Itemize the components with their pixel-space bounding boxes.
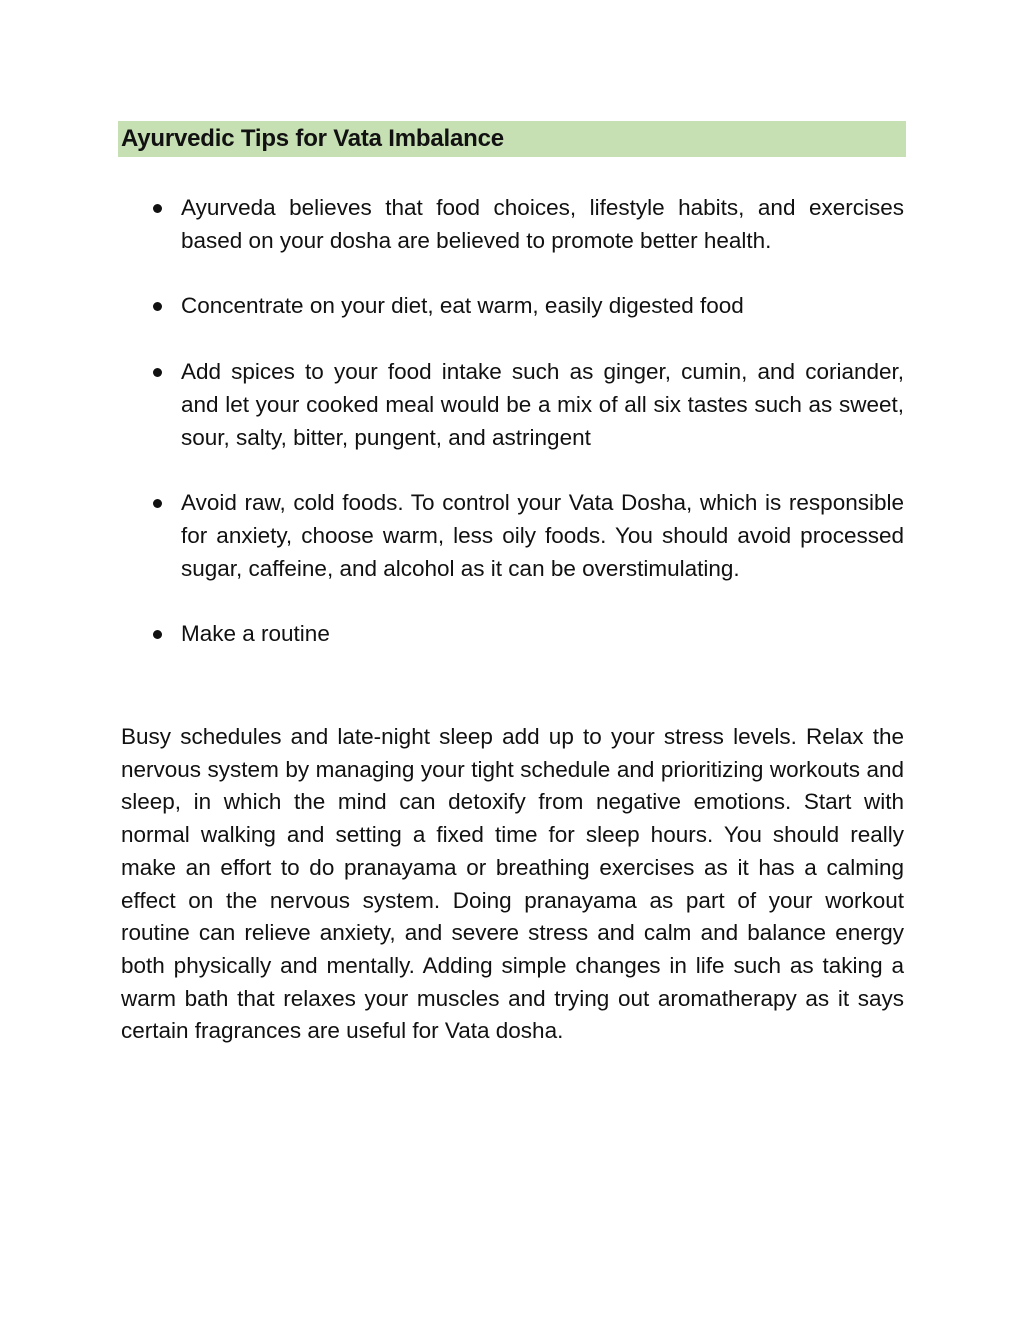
list-item [121, 618, 904, 651]
tips-list [121, 192, 904, 684]
list-item [121, 290, 904, 323]
list-item-text: Add spices to your food intake such as ginger, cumin, and coriander, and let your cooked meal would be a mix of all six tastes such as sweet, sour, salty, bitter, pungent, and astringent [181, 359, 904, 450]
list-item [121, 356, 904, 454]
list-item [121, 487, 904, 585]
list-item-text: Concentrate on your diet, eat warm, easily digested food [181, 293, 744, 319]
list-item-text: Make a routine [181, 621, 330, 647]
list-item [121, 192, 904, 257]
list-item-text: Avoid raw, cold foods. To control your Vata Dosha, which is responsible for anxiety, choose warm, less oily foods. You should avoid processed sugar, caffeine, and alcohol as it can be overstimulating. [181, 490, 904, 581]
bullet-icon [153, 368, 162, 377]
bullet-icon [153, 499, 162, 508]
list-item-text: Ayurveda believes that food choices, lifestyle habits, and exercises based on your dosha are believed to promote better health. [181, 195, 904, 253]
page-title: Ayurvedic Tips for Vata Imbalance [121, 125, 504, 152]
bullet-icon [153, 302, 162, 311]
bullet-icon [153, 630, 162, 639]
body-paragraph: Busy schedules and late-night sleep add up to your stress levels. Relax the nervous system by managing your tight schedule and prioritizing workouts and sleep, in which the mind can detoxify from negative emotions. Start with normal walking and setting a fixed time for sleep hours. You should really make an effort to do pranayama or breathing exercises as it has a calming effect on the nervous system. Doing pranayama as part of your workout routine can relieve anxiety, and severe stress and calm and balance energy both physically and mentally. Adding simple changes in life such as taking a warm bath that relaxes your muscles and trying out aromatherapy as it says certain fragrances are useful for Vata dosha. [121, 724, 904, 1044]
bullet-icon [153, 204, 162, 213]
